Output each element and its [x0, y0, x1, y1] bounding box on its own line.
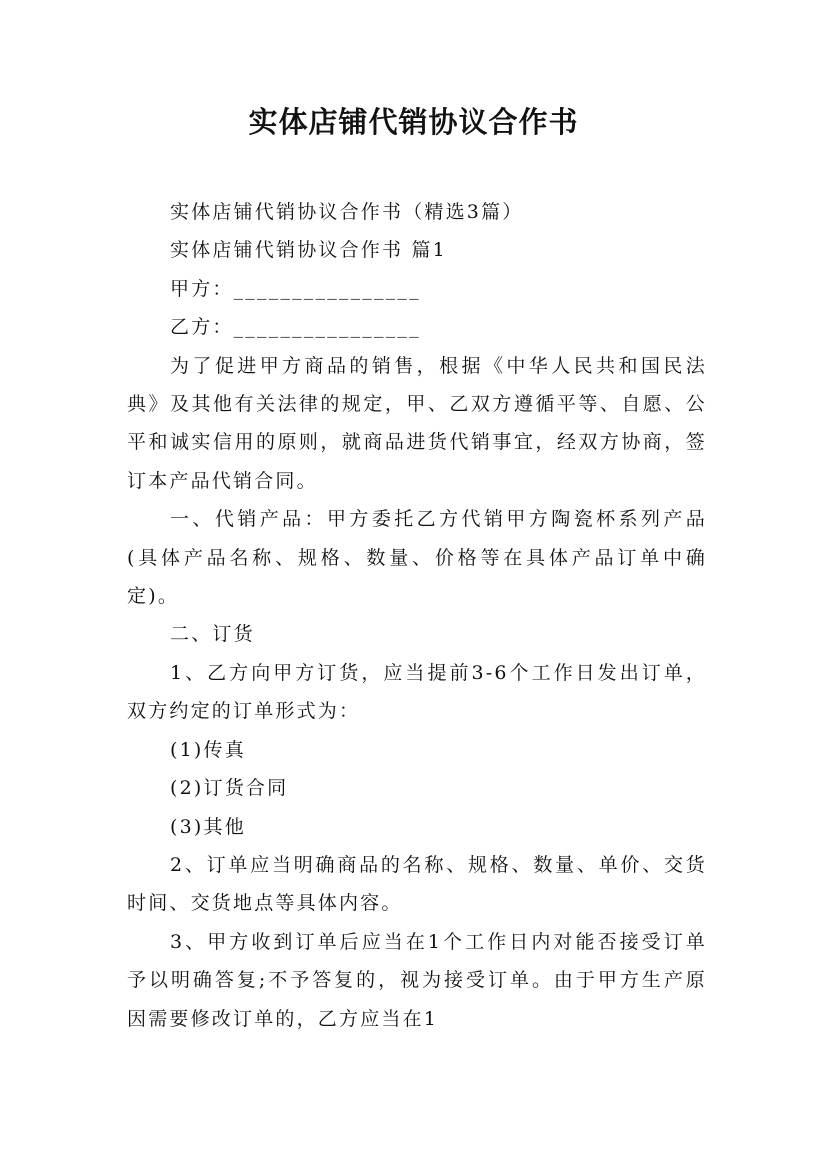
section-heading: 实体店铺代销协议合作书 篇1 [170, 239, 447, 262]
party-a-line: 甲方：________________ [170, 277, 421, 300]
subtitle-line: 实体店铺代销协议合作书（精选3篇） [170, 201, 524, 223]
clause-ordering-heading: 二、订货 [170, 623, 255, 646]
clause-ordering-3: 3、甲方收到订单后应当在1个工作日内对能否接受订单予以明确答复;不予答复的，视为接受订单。由于甲方生产原因需要修改订单的，乙方应当在1 [127, 930, 707, 1030]
preamble-paragraph: 为了促进甲方商品的销售，根据《中华人民共和国民法典》及其他有关法律的规定，甲、乙双方遵循平等、自愿、公平和诚实信用的原则，就商品进货代销事宜，经双方协商，签订本产品代销合同。 [127, 354, 707, 492]
clause-ordering-1: 1、乙方向甲方订货，应当提前3-6个工作日发出订单，双方约定的订单形式为： [127, 661, 707, 723]
clause-products: 一、代销产品：甲方委托乙方代销甲方陶瓷杯系列产品(具体产品名称、规格、数量、价格等在具体产品订单中确定)。 [127, 508, 707, 608]
order-form-fax: (1)传真 [170, 738, 246, 761]
document-title: 实体店铺代销协议合作书 [248, 105, 579, 139]
clause-ordering-2: 2、订单应当明确商品的名称、规格、数量、单价、交货时间、交货地点等具体内容。 [127, 853, 707, 915]
order-form-other: (3)其他 [170, 815, 246, 838]
order-form-contract: (2)订货合同 [170, 777, 289, 800]
party-b-line: 乙方：________________ [170, 316, 421, 339]
document-body [127, 193, 707, 1038]
